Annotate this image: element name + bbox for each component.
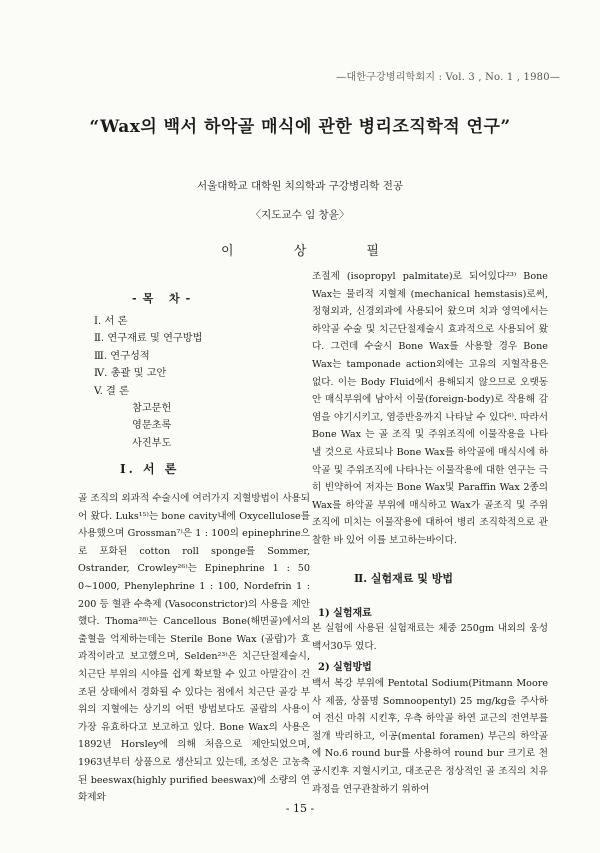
journal-header: —대한구강병리학회지 : Vol. 3 , No. 1 , 1980—: [336, 72, 560, 83]
toc-item: V. 결 론: [94, 385, 129, 397]
toc-heading: -목 차-: [132, 292, 197, 305]
toc-subitem: 영문초록: [132, 420, 172, 432]
author: 이 상 필: [221, 244, 407, 259]
materials-heading: 1) 실험재료: [318, 608, 372, 619]
paper-title: “Wax의 백서 하악골 매식에 관한 병리조직학적 연구”: [89, 117, 511, 137]
materials-text: 본 실험에 사용된 실험재료는 체중 250gm 내외의 웅성 백서30두 였다.: [312, 623, 548, 652]
page-number: - 15 -: [285, 802, 315, 815]
intro-continued-text: 조절제 (isopropyl palmitate)로 되어있다²³⁾ Bone Wax는 물리적 지혈제 (mechanical hemstasis)로써, 정형외과, 신경외과에 사용되어 왔으며 치과 영역에서는 하악골 수술 및 치근단절제술시 효과적으로 사용되어 왔다. 그런데 수술시 Bone Wax를 사용할 경우 Bone Wax는 tamponade action외에는 고유의 지혈작용은 없다. 이는 Body Fluid에서 용해되지 않으므로 오랫동안 매식부위에 남아서 이물(foreign-body)로 작용해 감염을 야기시키고, 염증반응까지 나타날 수 있다⁶⁾. 따라서 Bone Wax 는 골 조직 및 주위조직에 이물작용을 나타낼 것으로 사료되나 Bone Wax를 하악골에 매식시에 하악골 및 주위조직에 나타나는 이물작용에 대한 연구는 극히 빈약하여 저자는 Bone Wax및 Paraffin Wax 2종의 Wax를 하악골 부위에 매식하고 Wax가 골조직 및 주위조직에 미치는 이물작용에 대하여 병리 조직학적으로 관찰한 바 있어 이를 보고하는바이다.: [312, 271, 548, 546]
affiliation: 서울대학교 대학원 치의학과 구강병리학 전공: [196, 180, 404, 192]
toc-item: Ⅲ. 연구성적: [94, 350, 150, 362]
advisor: 〈지도교수 임 창윤〉: [250, 209, 350, 221]
toc-subitem: 참고문헌: [132, 403, 172, 415]
toc-item: I. 서 론: [94, 316, 128, 327]
intro-text: 골 조직의 외과적 수술시에 여러가지 지혈방법이 사용되어 왔다. Luks¹⁵⁾는 bone cavity내에 Oxycellulose를 사용했으며 Grossman⁷⁾은 1 : 100의 epinephrine으로 포화된 cotton roll sponge를 Sommer, Ostrander, Crowley²⁶⁾는 Epinephrine 1 : 50 0~1000, Phenylephrine 1 : 100, Nordefrin 1 : 200 등 혈관 수축제 (Vasoconstrictor)의 사용을 제안했다. Thoma²⁸⁾는 Cancellous Bone(해면골)에서의 출혈을 억제하는데는 Sterile Bone Wax (골랍)가 효과적이라고 보고했으며, Selden²³⁾은 치근단절제술시, 치근단 부위의 시야를 쉽게 확보할 수 있고 아말감이 건조된 상태에서 경화될 수 있다는 점에서 치근단 골강 부위의 지혈에는 상기의 어떤 방법보다도 골랍의 사용이 가장 유효하다고 보고하고 있다. Bone Wax의 사용은 1892년 Horsley에 의해 처음으로 제안되었으며, 1963년부터 상품으로 생산되고 있는데, 조성은 고농축된 beeswax(highly purified beeswax)에 소량의 연화제와: [78, 493, 310, 804]
toc-subitem: 사진부도: [132, 437, 172, 449]
methods-heading: Ⅱ. 실험재료 및 방법: [354, 572, 453, 585]
methods-subheading: 2) 실험방법: [318, 662, 372, 673]
toc-item: Ⅳ. 총괄 및 고안: [94, 368, 167, 380]
table-of-contents: [94, 313, 202, 452]
intro-heading: I. 서 론: [120, 462, 180, 476]
methods-text: 백서 복강 부위에 Pentotal Sodium(Pitmann Moore사 제품, 상품명 Somnoopentyl) 25 mg/kg을 주사하여 전신 마취 시킨후, 우측 하악골 하연 교근의 전연부를 절개 박리하고, 이공(mental foramen) 부근의 하악골에 No.6 round bur를 사용하여 round bur 크기로 천공시킨후 지혈시키고, 대조군은 정상적인 골 조직의 치유 과정을 연구관찰하기 위하여: [312, 678, 548, 795]
toc-item: Ⅱ. 연구재료 및 연구방법: [94, 333, 203, 345]
